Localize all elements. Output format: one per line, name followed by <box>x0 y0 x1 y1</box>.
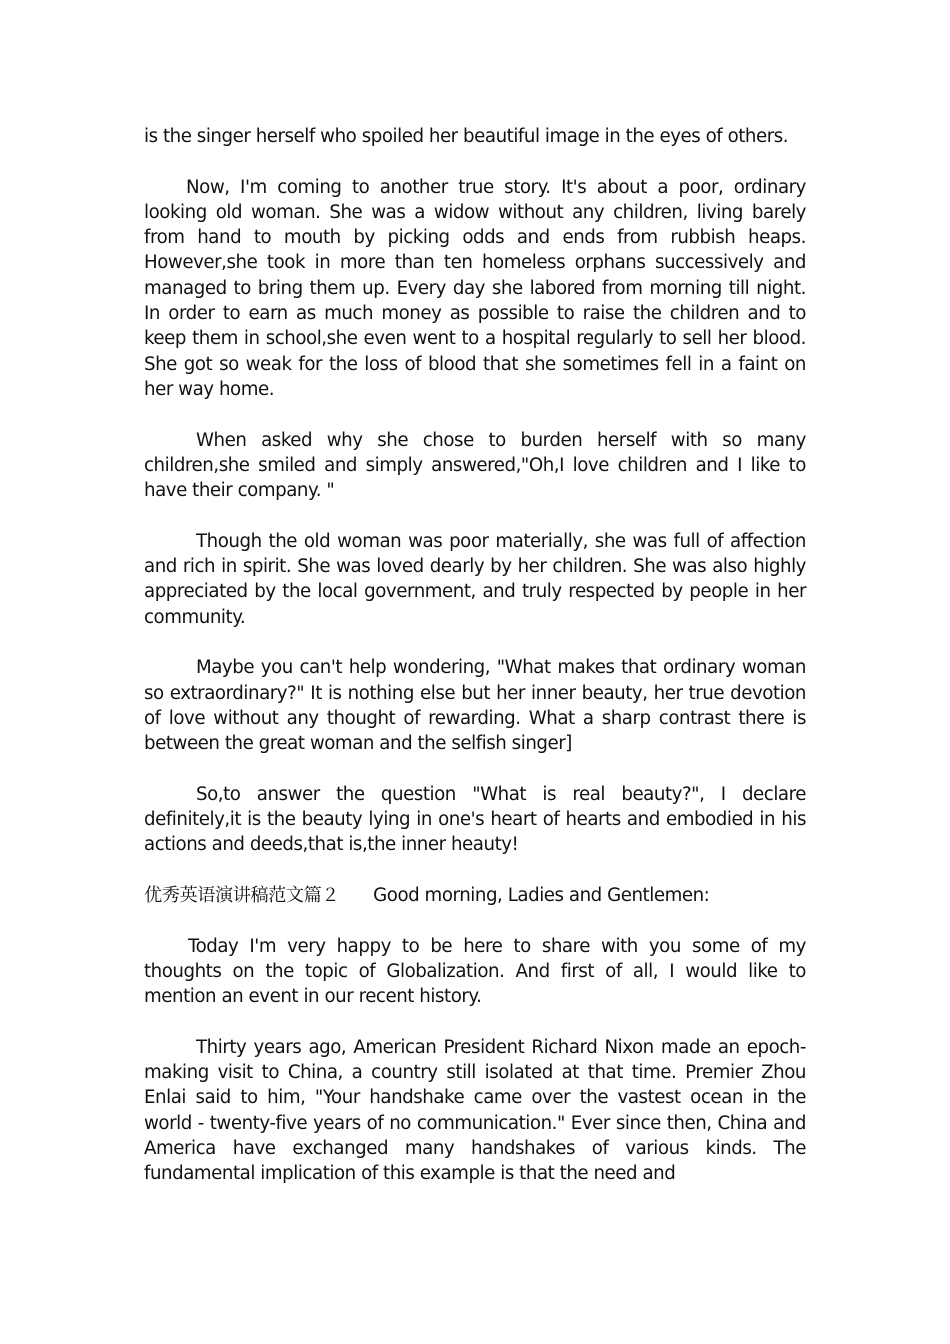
section-heading: 优秀英语演讲稿范文篇２ <box>144 884 340 906</box>
document-page <box>144 124 806 1212</box>
paragraph-real-beauty: So,to answer the question "What is real beauty?", I declare definitely,it is the beauty lying in one's heart of hearts and embodied in his actions and deeds,that is,the inner heauty! <box>144 783 806 856</box>
paragraph-true-story: Now, I'm coming to another true story. It's about a poor, ordinary looking old woman. She was a widow without any children, living barely from hand to mouth by picking odds and ends from rubbish heaps. However,she took in more than ten homeless orphans successively and managed to bring them up. Every day she labored from morning till night. In order to earn as much money as possible to raise the children and to keep them in school,she even went to a hospital regularly to sell her blood. She got so weak for the loss of blood that she sometimes fell in a faint on her way home. <box>144 176 806 400</box>
paragraph-why-burden: When asked why she chose to burden herself with so many children,she smiled and simply answered,"Oh,I love children and I like to have their company. " <box>144 429 806 502</box>
paragraph-maybe-wondering: Maybe you can't help wondering, "What makes that ordinary woman so extraordinary?" It is nothing else but her inner beauty, her true devotion of love without any thought of rewarding. What a sharp contrast there is between the great woman and the selfish singer] <box>144 657 806 755</box>
paragraph-globalization: Today I'm very happy to be here to share with you some of my thoughts on the topic of Globalization. And first of all, I would like to mention an event in our recent history. <box>144 935 806 1008</box>
paragraph-continuation: is the singer herself who spoiled her beautiful image in the eyes of others. <box>144 126 789 147</box>
greeting: Good morning, Ladies and Gentlemen: <box>373 884 710 906</box>
paragraph-poor-materially: Though the old woman was poor materially, she was full of affection and rich in spirit. She was loved dearly by her children. She was also highly appreciated by the local government, and truly respected by people in her community. <box>144 530 806 628</box>
paragraph-nixon-visit: Thirty years ago, American President Richard Nixon made an epoch-making visit to China, a country still isolated at that time. Premier Zhou Enlai said to him, "Your handshake came over the vastest ocean in the world - twenty-five years of no communication." Ever since then, China and America have exchanged many handshakes of various kinds. The fundamental implication of this example is that the need and <box>144 1036 806 1185</box>
section-heading-line <box>144 883 806 908</box>
